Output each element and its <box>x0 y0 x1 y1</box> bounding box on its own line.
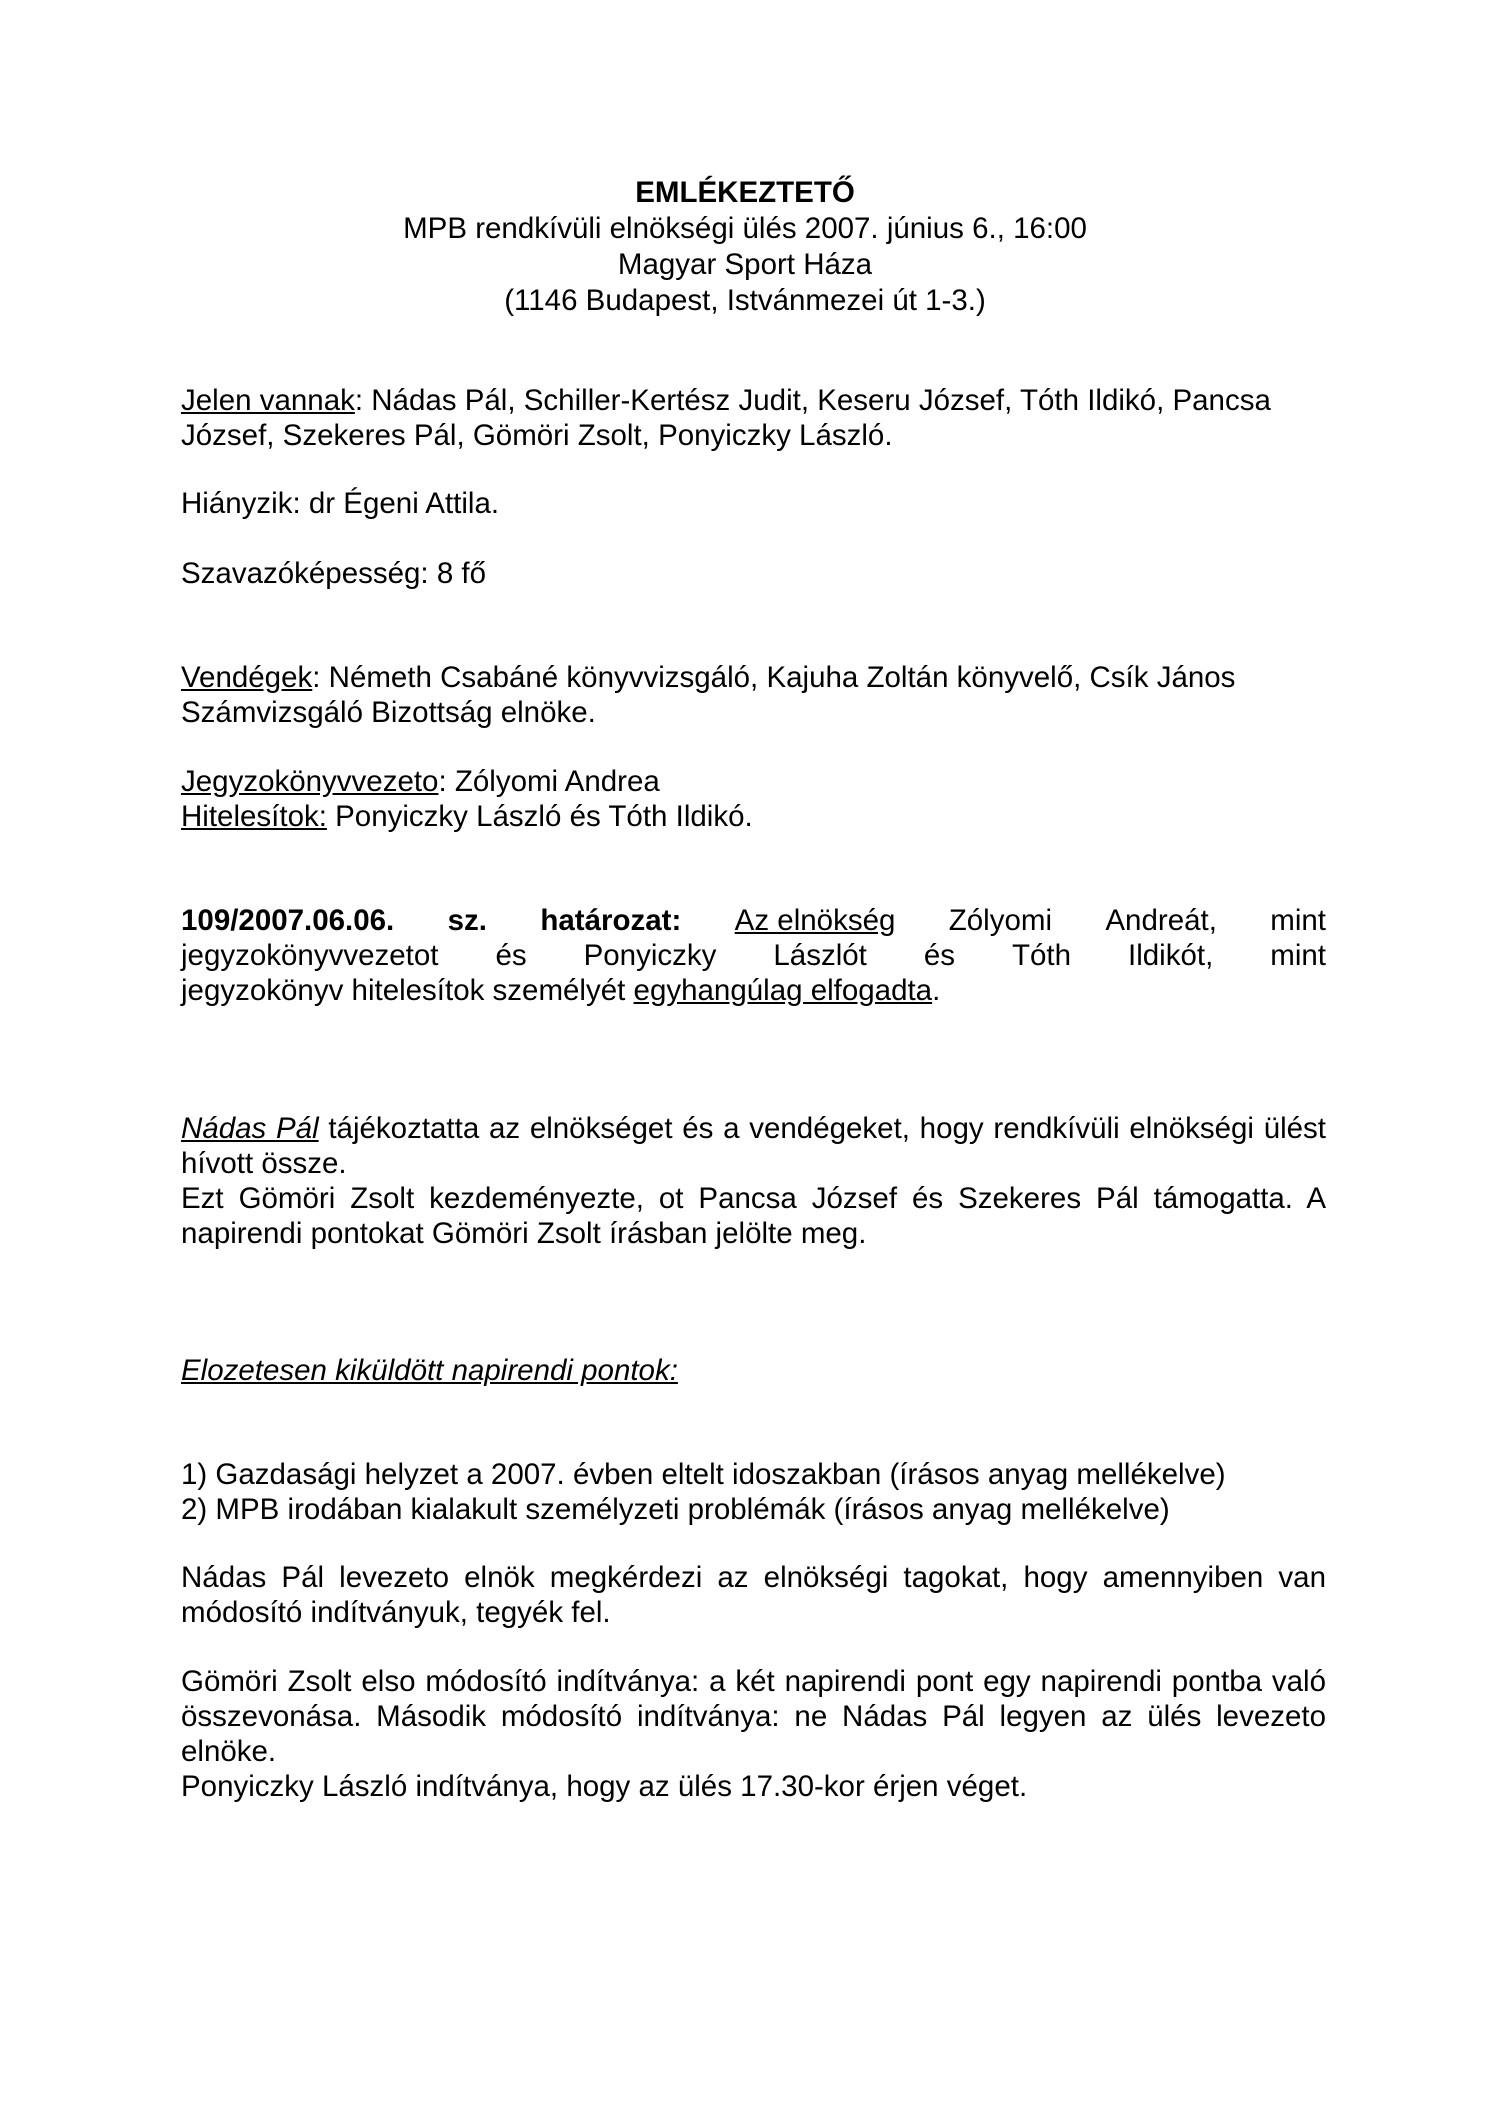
document-title: EMLÉKEZTETŐ <box>635 176 855 209</box>
resolution-word: Ildikót, <box>1128 939 1214 972</box>
resolution-paragraph <box>181 903 1326 1008</box>
resolution-decision: egyhangúlag elfogadta <box>633 974 933 1007</box>
guests-text-2: Számvizsgáló Bizottság elnöke. <box>181 696 596 729</box>
minutes-paragraph <box>181 764 1326 834</box>
resolution-word: Lászlót <box>773 939 867 972</box>
recorder-text: : Zólyomi Andrea <box>438 765 660 798</box>
info-text-2: Ezt Gömöri Zsolt kezdeményezte, ot Pancsa József és Szekeres Pál támogatta. A napirendi pontokat Gömöri Zsolt írásban jelölte meg. <box>181 1182 1326 1250</box>
motion-paragraph-2: Gömöri Zsolt elso módosító indítványa: a két napirendi pont egy napirendi pontba való összevonása. Második módosító indítványa: ne Nádas Pál legyen az ülés levezeto elnöke. <box>181 1665 1326 1768</box>
resolution-word: Ponyiczky <box>583 939 717 972</box>
resolution-word: Zólyomi <box>948 904 1053 937</box>
agenda-item: 2) MPB irodában kialakult személyzeti problémák (írásos anyag mellékelve) <box>181 1493 1170 1526</box>
resolution-hat: határozat: <box>540 904 682 937</box>
motion-paragraph-1: Nádas Pál levezeto elnök megkérdezi az elnökségi tagokat, hogy amennyiben van módosító indítványuk, tegyék fel. <box>181 1561 1326 1629</box>
meeting-venue: Magyar Sport Háza <box>617 248 873 281</box>
resolution-line-1 <box>181 903 1326 938</box>
agenda-list <box>181 1457 1326 1527</box>
resolution-line-3-text: jegyzokönyv hitelesítok személyét <box>181 974 634 1007</box>
resolution-word: mint <box>1270 904 1326 937</box>
resolution-word: és <box>923 939 956 972</box>
resolution-line-2 <box>181 938 1326 973</box>
present-text-1: : Nádas Pál, Schiller-Kertész Judit, Keseru József, Tóth Ildikó, Pancsa <box>354 384 1271 417</box>
guests-label: Vendégek <box>181 661 313 694</box>
resolution-word: és <box>495 939 527 972</box>
document-header <box>0 175 1490 319</box>
resolution-number: 109/2007.06.06. <box>181 904 395 937</box>
agenda-item: 1) Gazdasági helyzet a 2007. évben eltelt idoszakban (írásos anyag mellékelve) <box>181 1458 1226 1491</box>
meeting-subtitle: MPB rendkívüli elnökségi ülés 2007. június 6., 16:00 <box>403 212 1087 245</box>
resolution-word: mint <box>1270 939 1326 972</box>
quorum-line: Szavazóképesség: 8 fő <box>181 557 487 590</box>
resolution-line-3 <box>181 973 1326 1008</box>
authenticators-text: Ponyiczky László és Tóth Ildikó. <box>326 800 753 833</box>
meeting-address: (1146 Budapest, Istvánmezei út 1-3.) <box>504 284 986 317</box>
present-text-2: József, Szekeres Pál, Gömöri Zsolt, Ponyiczky László. <box>181 419 893 452</box>
agenda-heading-text: Elozetesen kiküldött napirendi pontok: <box>181 1354 678 1387</box>
authenticators-label: Hitelesítok: <box>181 800 327 833</box>
guests-paragraph <box>181 660 1326 730</box>
present-paragraph <box>181 383 1326 453</box>
resolution-body-label: Az elnökség <box>734 904 896 937</box>
info-speaker: Nádas Pál <box>181 1112 319 1145</box>
present-label: Jelen vannak <box>181 384 355 417</box>
resolution-word: Tóth <box>1012 939 1072 972</box>
info-text: tájékoztatta az elnökséget és a vendégeket, hogy rendkívüli elnökségi ülést hívott össze. <box>181 1112 1327 1180</box>
agenda-heading <box>181 1353 1326 1388</box>
resolution-word: jegyzokönyvvezetot <box>181 939 439 972</box>
info-paragraph <box>181 1111 1326 1251</box>
absent-line: Hiányzik: dr Égeni Attila. <box>181 487 500 520</box>
guests-text-1: : Németh Csabáné könyvvizsgáló, Kajuha Zoltán könyvelő, Csík János <box>312 661 1236 694</box>
resolution-word: Andreát, <box>1105 904 1217 937</box>
motion-paragraph-3: Ponyiczky László indítványa, hogy az ülés 17.30-kor érjen véget. <box>181 1770 1028 1803</box>
resolution-sz: sz. <box>447 904 487 937</box>
recorder-label: Jegyzokönyvvezeto <box>181 765 439 798</box>
resolution-period: . <box>932 974 941 1007</box>
